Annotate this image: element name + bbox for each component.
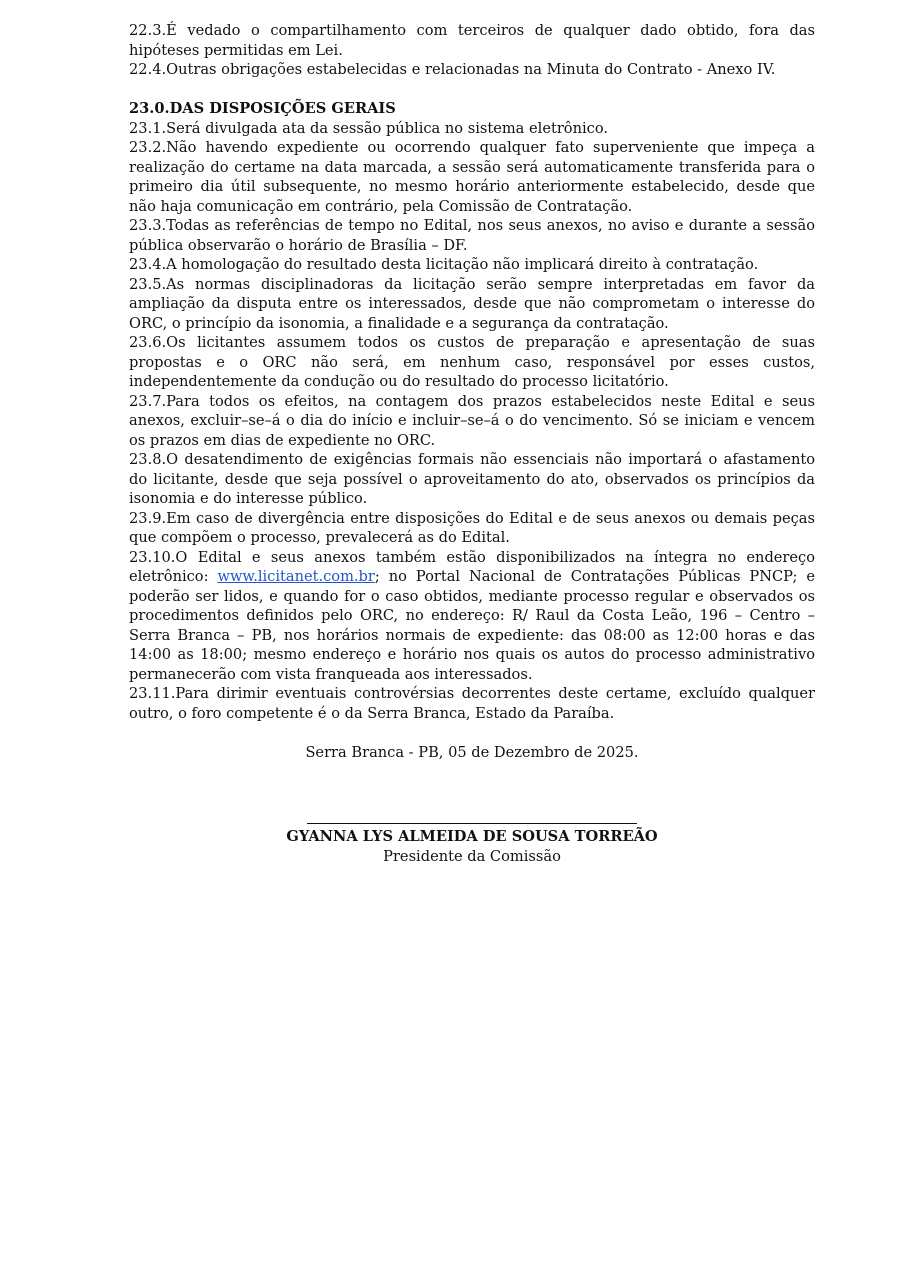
clause-23-5: 23.5.As normas disciplinadoras da licitação serão sempre interpretadas em favor da ampliação da disputa entre os interessados, desde que não comprometam o interesse do ORC, o princípio da isonomia, a finalidade e a segurança da contratação. xyxy=(129,275,815,332)
section-title-23: 23.0.DAS DISPOSIÇÕES GERAIS xyxy=(129,100,396,117)
clause-23-9: 23.9.Em caso de divergência entre disposições do Edital e de seus anexos ou demais peças que compõem o processo, prevalecerá as do Edital. xyxy=(129,509,815,546)
licitanet-link[interactable]: www.licitanet.com.br xyxy=(217,568,375,585)
clause-23-10-suffix: ; no Portal Nacional de Contratações Públicas PNCP; e poderão ser lidos, e quando for o caso obtidos, mediante processo regular e observados os procedimentos definidos pelo ORC, no endereço: R/ Raul da Costa Leão, 196 – Centro – Serra Branca – PB, nos horários normais de expediente: das 08:00 as 12:00 horas e das 14:00 as 18:00; mesmo endereço e horário nos quais os autos do processo administrativo permanecerão com vista franqueada aos interessados. xyxy=(129,568,815,683)
signer-name: GYANNA LYS ALMEIDA DE SOUSA TORREÃO xyxy=(286,828,658,845)
section-spacer xyxy=(129,80,815,100)
signer-role: Presidente da Comissão xyxy=(383,847,561,865)
clause-23-7: 23.7.Para todos os efeitos, na contagem dos prazos estabelecidos neste Edital e seus anexos, excluir–se–á o dia do início e incluir–se–á o do vencimento. Só se iniciam e vencem os prazos em dias de expediente no ORC. xyxy=(129,392,815,449)
clause-23-4: 23.4.A homologação do resultado desta licitação não implicará direito à contratação. xyxy=(129,256,759,273)
clause-22-3: 22.3.É vedado o compartilhamento com terceiros de qualquer dado obtido, fora das hipóteses permitidas em Lei. xyxy=(129,22,815,59)
clause-23-1: 23.1.Será divulgada ata da sessão pública no sistema eletrônico. xyxy=(129,119,608,137)
clause-22-4: 22.4.Outras obrigações estabelecidas e relacionadas na Minuta do Contrato - Anexo IV. xyxy=(129,61,776,78)
clause-23-11: 23.11.Para dirimir eventuais controvérsias decorrentes deste certame, excluído qualquer outro, o foro competente é o da Serra Branca, Estado da Paraíba. xyxy=(129,685,815,722)
clause-23-8: 23.8.O desatendimento de exigências formais não essenciais não importará o afastamento do licitante, desde que seja possível o aproveitamento do ato, observados os princípios da isonomia e do interesse público. xyxy=(129,451,815,507)
clause-23-10-prefix: 23.10.O Edital e seus anexos também estão disponibilizados na íntegra no endereço eletrônico: xyxy=(129,548,815,585)
signature-line xyxy=(307,822,637,824)
clause-23-3: 23.3.Todas as referências de tempo no Edital, nos seus anexos, no aviso e durante a sessão pública observarão o horário de Brasília – DF. xyxy=(129,217,815,254)
clause-23-10 xyxy=(129,548,815,685)
clause-23-6: 23.6.Os licitantes assumem todos os custos de preparação e apresentação de suas propostas e o ORC não será, em nenhum caso, responsável por esses custos, independentemente da condução ou do resultado do processo licitatório. xyxy=(129,334,815,390)
clause-23-2: 23.2.Não havendo expediente ou ocorrendo qualquer fato superveniente que impeça a realização do certame na data marcada, a sessão será automaticamente transferida para o primeiro dia útil subsequente, no mesmo horário anteriormente estabelecido, desde que não haja comunicação em contrário, pela Comissão de Contratação. xyxy=(129,139,815,215)
document-page xyxy=(129,21,815,866)
date-line: Serra Branca - PB, 05 de Dezembro de 2025. xyxy=(305,743,639,761)
signature-block xyxy=(129,822,815,866)
